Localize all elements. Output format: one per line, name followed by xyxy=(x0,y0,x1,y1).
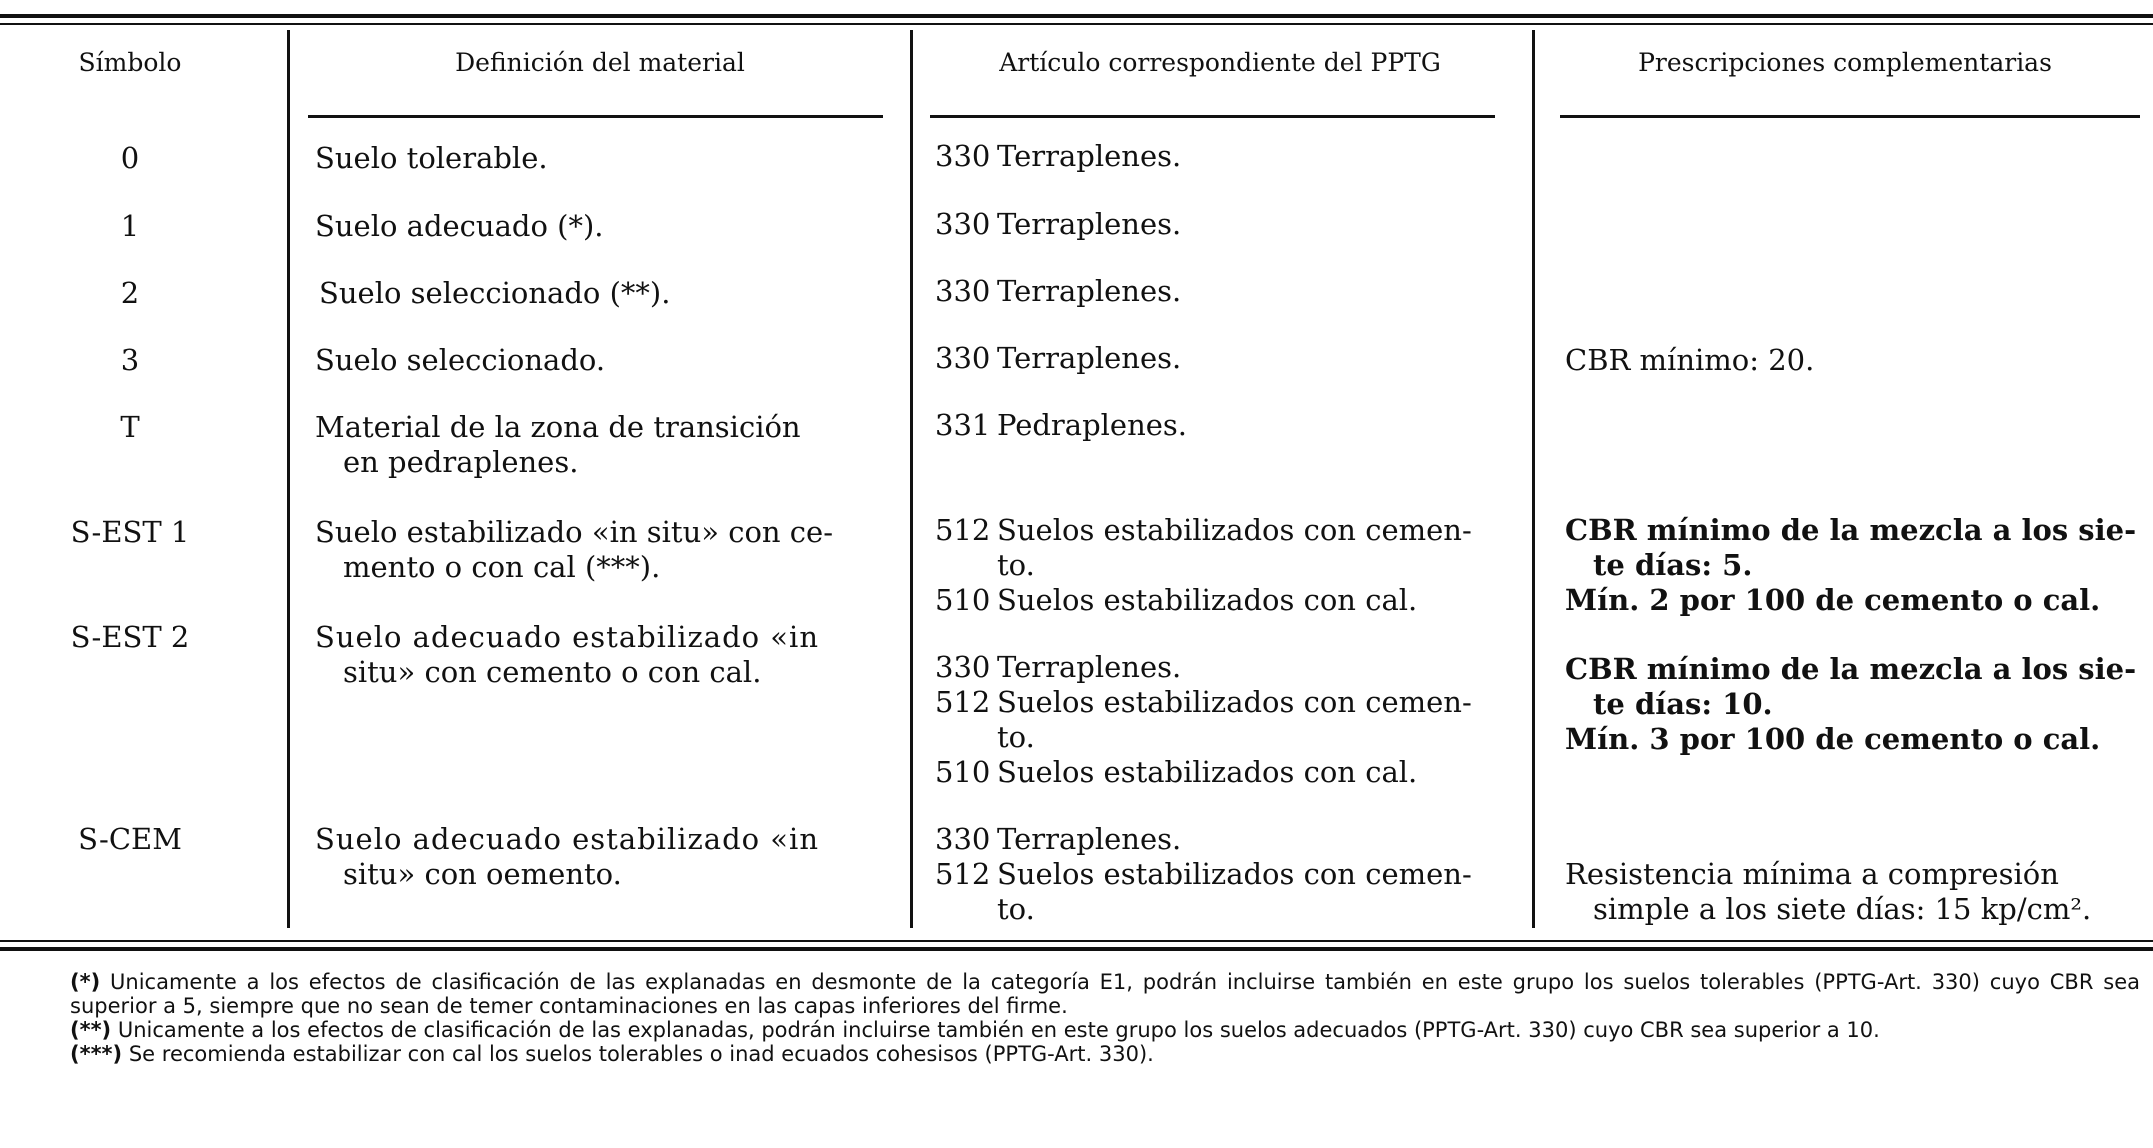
header-definition: Definición del material xyxy=(455,48,745,77)
column-divider-2 xyxy=(910,30,913,928)
header-underline-definition xyxy=(308,115,883,118)
row-1-symbol: 1 xyxy=(120,209,140,243)
row-2-definition: Suelo seleccionado (**). xyxy=(319,276,671,310)
row-5-definition-line-2: mento o con cal (***). xyxy=(343,550,661,584)
row-3-article: 330 Terraplenes. xyxy=(935,341,1182,375)
row-5-prescriptions: CBR mínimo de la mezcla a los sie- te días: 5. Mín. 2 por 100 de cemento o cal. xyxy=(1565,513,2137,617)
top-rule-thin xyxy=(0,23,2153,25)
row-0-definition: Suelo tolerable. xyxy=(315,141,548,175)
row-3-prescription: CBR mínimo: 20. xyxy=(1565,343,1815,377)
footnote-2: (**) Unicamente a los efectos de clasificación de las explanadas, podrán incluirse también en este grupo los suelos adecuados (PPTG-Art. 330) cuyo CBR sea superior a 10. xyxy=(70,1018,1880,1042)
header-symbol: Símbolo xyxy=(78,48,182,77)
header-underline-prescriptions xyxy=(1560,115,2140,118)
row-5-definition xyxy=(315,515,885,585)
row-6-definition-line-2: situ» con cemento o con cal. xyxy=(343,655,762,689)
row-7-symbol: S-CEM xyxy=(78,822,182,856)
row-3-definition: Suelo seleccionado. xyxy=(315,343,606,377)
row-6-article: 330 Terraplenes. 512 Suelos estabilizados con cemen- to. 510 Suelos estabilizados con cal. xyxy=(935,650,1472,789)
row-2-symbol: 2 xyxy=(120,276,140,310)
row-1-article: 330 Terraplenes. xyxy=(935,207,1182,241)
row-4-definition-line-2: en pedraplenes. xyxy=(343,445,579,479)
top-rule-thick xyxy=(0,14,2153,18)
row-5-article: 512 Suelos estabilizados con cemen- to. 510 Suelos estabilizados con cal. xyxy=(935,513,1472,617)
row-7-definition xyxy=(315,822,885,892)
row-5-definition-line-1: Suelo estabilizado «in situ» con ce- xyxy=(315,515,834,549)
header-article: Artículo correspondiente del PPTG xyxy=(999,48,1441,77)
row-2-article: 330 Terraplenes. xyxy=(935,274,1182,308)
row-1-definition: Suelo adecuado (*). xyxy=(315,209,604,243)
row-4-definition xyxy=(315,410,885,480)
row-4-definition-line-1: Material de la zona de transición xyxy=(315,410,801,444)
row-7-definition-line-2: situ» con oemento. xyxy=(343,857,622,891)
footnotes xyxy=(0,970,2140,1066)
row-6-symbol: S-EST 2 xyxy=(70,620,190,654)
bottom-rule-thick xyxy=(0,947,2153,951)
row-7-definition-line-1: Suelo adecuado estabilizado «in xyxy=(315,822,820,856)
row-4-article: 331 Pedraplenes. xyxy=(935,408,1188,442)
row-0-article: 330 Terraplenes. xyxy=(935,139,1182,173)
row-7-article: 330 Terraplenes. 512 Suelos estabilizados con cemen- to. xyxy=(935,822,1472,926)
row-6-definition xyxy=(315,620,885,690)
footnote-3: (***) Se recomienda estabilizar con cal los suelos tolerables o inad ecuados cohesisos (PPTG-Art. 330). xyxy=(70,1042,1154,1066)
row-5-symbol: S-EST 1 xyxy=(70,515,190,549)
bottom-rule-thin xyxy=(0,940,2153,942)
footnote-1: (*) Unicamente a los efectos de clasificación de las explanadas en desmonte de la categoría E1, podrán incluirse también en este grupo los suelos tolerables (PPTG-Art. 330) cuyo CBR sea superior a 5, siempre que no sean de temer contaminaciones en las capas inferiores del firme. xyxy=(70,970,2140,1018)
row-7-prescriptions: Resistencia mínima a compresión simple a los siete días: 15 kp/cm². xyxy=(1565,857,2092,926)
row-4-symbol: T xyxy=(120,410,140,444)
column-divider-3 xyxy=(1532,30,1535,928)
row-3-symbol: 3 xyxy=(120,343,140,377)
column-divider-1 xyxy=(287,30,290,928)
row-6-prescriptions: CBR mínimo de la mezcla a los sie- te días: 10. Mín. 3 por 100 de cemento o cal. xyxy=(1565,652,2137,756)
header-underline-article xyxy=(930,115,1495,118)
row-6-definition-line-1: Suelo adecuado estabilizado «in xyxy=(315,620,820,654)
header-prescriptions: Prescripciones complementarias xyxy=(1638,48,2052,77)
row-0-symbol: 0 xyxy=(120,141,140,175)
